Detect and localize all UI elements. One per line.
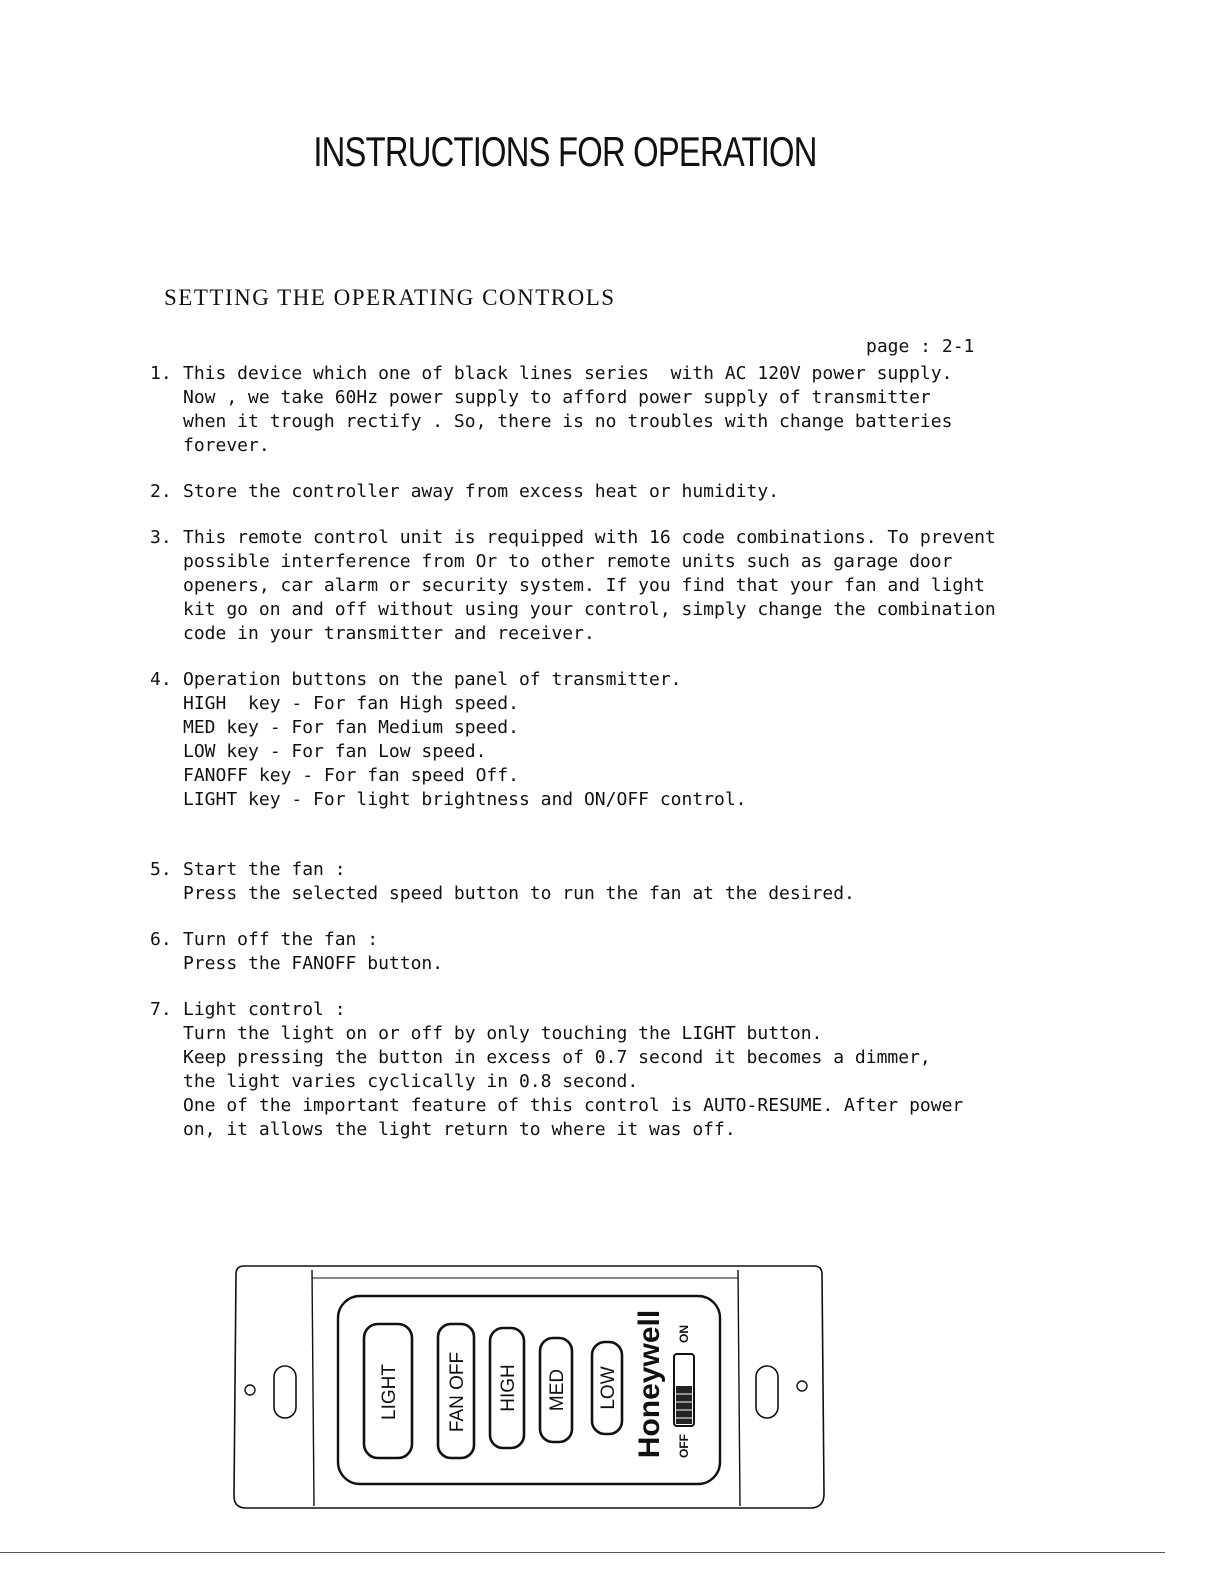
item-line: Store the controller away from excess heat or humidity.	[183, 481, 780, 502]
item-number: 5.	[150, 859, 172, 880]
item-line: on, it allows the light return to where it was off.	[183, 1119, 736, 1140]
instruction-item-2	[150, 480, 990, 504]
light-button-label: LIGHT	[379, 1364, 400, 1420]
low-button[interactable]	[592, 1342, 622, 1434]
instruction-list	[150, 362, 996, 1142]
low-button-label: LOW	[598, 1366, 619, 1410]
instruction-item-3	[150, 526, 996, 646]
wall-plate-outline	[234, 1266, 824, 1508]
screw-hole-right	[797, 1381, 807, 1391]
item-number: 1.	[150, 363, 172, 384]
item-line: LOW key - For fan Low speed.	[183, 741, 487, 762]
item-line: MED key - For fan Medium speed.	[183, 717, 519, 738]
item-line: Turn off the fan :	[183, 929, 379, 950]
remote-control-illustration	[226, 1262, 830, 1514]
item-line: code in your transmitter and receiver.	[183, 623, 595, 644]
item-line: Light control :	[183, 999, 346, 1020]
item-line: This remote control unit is requipped with 16 code combinations. To prevent	[183, 527, 996, 548]
item-line: kit go on and off without using your control, simply change the combination	[183, 599, 996, 620]
item-line: openers, car alarm or security system. If you find that your fan and light	[183, 575, 985, 596]
item-line: One of the important feature of this control is AUTO-RESUME. After power	[183, 1095, 964, 1116]
switch-off-label: OFF	[677, 1434, 691, 1458]
item-line: Turn the light on or off by only touching the LIGHT button.	[183, 1023, 823, 1044]
power-switch[interactable]	[674, 1354, 694, 1426]
bottom-rule	[0, 1552, 1165, 1553]
page-number: page : 2-1	[866, 336, 975, 357]
item-line: Press the FANOFF button.	[183, 953, 444, 974]
honeywell-logo: Honeywell	[633, 1309, 666, 1459]
instruction-item-4	[150, 668, 990, 812]
instruction-item-6	[150, 928, 990, 976]
item-line: Press the selected speed button to run the fan at the desired.	[183, 883, 855, 904]
section-heading: SETTING THE OPERATING CONTROLS	[164, 285, 616, 310]
plate-divider-left	[312, 1270, 314, 1506]
mount-slot-left	[274, 1366, 296, 1418]
item-number: 2.	[150, 481, 172, 502]
item-number: 6.	[150, 929, 172, 950]
remote-control-drawing	[226, 1262, 830, 1514]
item-line: forever.	[183, 435, 270, 456]
fan-off-button[interactable]	[438, 1324, 474, 1458]
item-line: Operation buttons on the panel of transmitter.	[183, 669, 682, 690]
plate-divider-right	[738, 1270, 740, 1506]
item-line: Now , we take 60Hz power supply to afford power supply of transmitter	[183, 387, 931, 408]
item-line: LIGHT key - For light brightness and ON/OFF control.	[183, 789, 747, 810]
switch-on-label: ON	[677, 1325, 691, 1343]
item-number: 7.	[150, 999, 172, 1020]
item-line: Start the fan :	[183, 859, 346, 880]
item-line: Keep pressing the button in excess of 0.7 second it becomes a dimmer,	[183, 1047, 931, 1068]
high-button-label: HIGH	[498, 1364, 519, 1412]
mount-slot-right	[756, 1366, 778, 1418]
instruction-item-5	[150, 858, 990, 906]
item-line: possible interference from Or to other remote units such as garage door	[183, 551, 953, 572]
instruction-item-1	[150, 362, 990, 458]
item-number: 4.	[150, 669, 172, 690]
light-button[interactable]	[364, 1324, 412, 1458]
item-number: 3.	[150, 527, 172, 548]
item-line: when it trough rectify . So, there is no troubles with change batteries	[183, 411, 953, 432]
med-button[interactable]	[540, 1338, 572, 1442]
item-line: This device which one of black lines series with AC 120V power supply.	[183, 363, 953, 384]
item-line: the light varies cyclically in 0.8 second.	[183, 1071, 639, 1092]
screw-hole-left	[245, 1385, 255, 1395]
fan-off-button-label: FAN OFF	[447, 1351, 468, 1433]
item-line: FANOFF key - For fan speed Off.	[183, 765, 519, 786]
item-line: HIGH key - For fan High speed.	[183, 693, 519, 714]
med-button-label: MED	[547, 1368, 568, 1412]
high-button[interactable]	[490, 1328, 524, 1448]
instruction-item-7	[150, 998, 990, 1142]
document-title: INSTRUCTIONS FOR OPERATION	[313, 128, 817, 175]
